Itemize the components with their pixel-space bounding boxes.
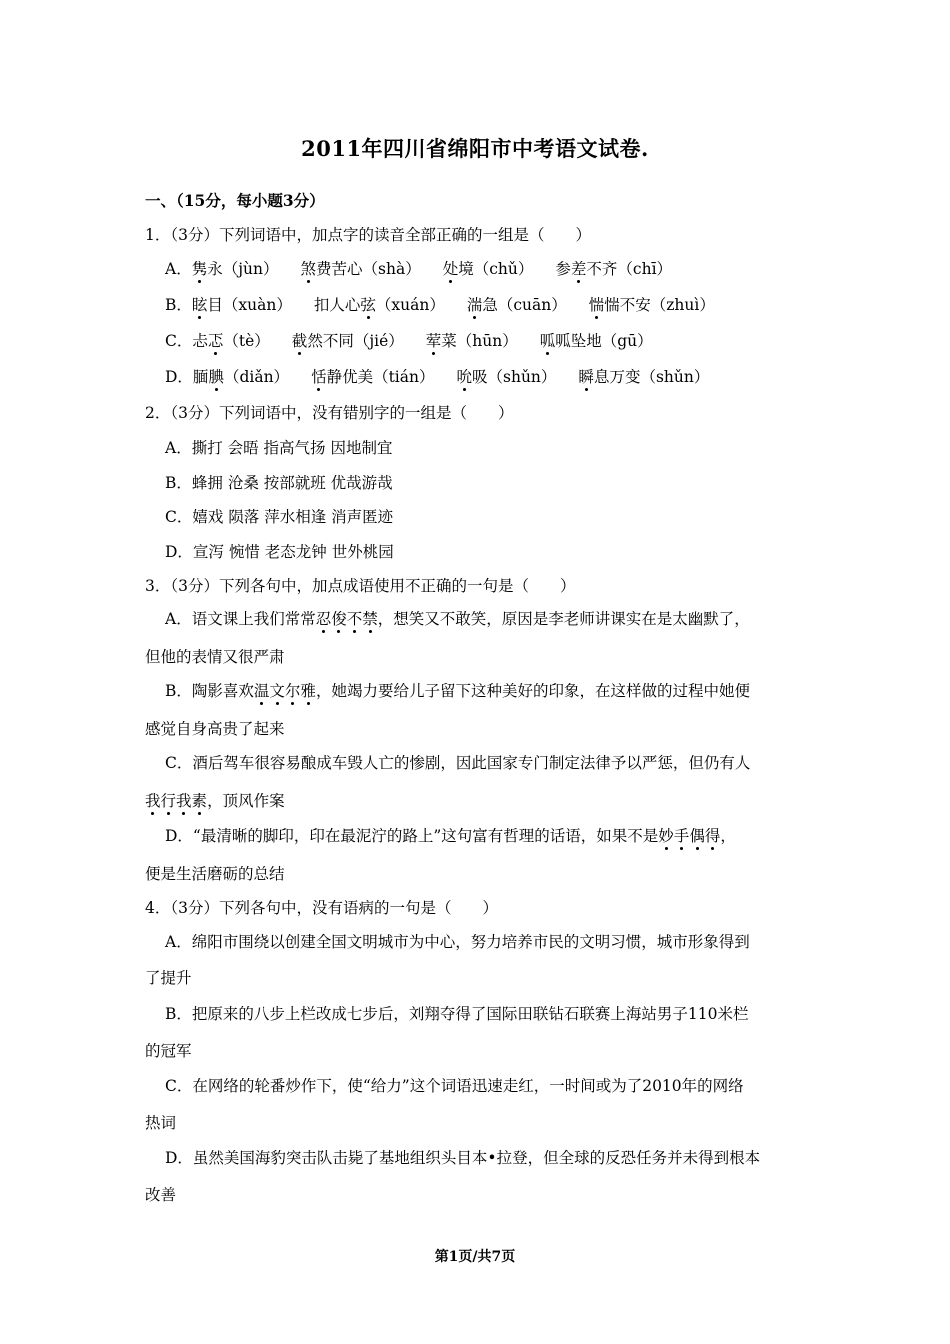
q1-a-item-2: 煞费苦心（shà） bbox=[300, 260, 421, 278]
question-1-option-a bbox=[165, 257, 672, 279]
page-footer: 第1页/共7页 bbox=[434, 1249, 516, 1265]
emphasis-dot-char: 差 bbox=[570, 260, 587, 278]
emphasis-dot-char: 素 bbox=[191, 792, 208, 810]
question-3-option-b-line-1: B．陶影喜欢温文尔雅，她竭力要给儿子留下这种美好的印象，在这样做的过程中她便 bbox=[165, 682, 750, 700]
question-4-option-b-line-2: 的冠军 bbox=[145, 1042, 192, 1060]
q1-b-item-2: 扣人心弦（xuán） bbox=[313, 296, 445, 314]
question-4-stem: 4．（3分）下列各句中，没有语病的一句是（ ） bbox=[145, 899, 498, 917]
emphasis-dot-char: 截 bbox=[291, 332, 308, 350]
emphasis-dot-char: 弦 bbox=[360, 296, 376, 314]
emphasis-dot-char: 行 bbox=[160, 792, 177, 810]
emphasis-dot-char: 我 bbox=[145, 792, 161, 810]
question-4-option-a-line-1: A．绵阳市围绕以创建全国文明城市为中心，努力培养市民的文明习惯，城市形象得到 bbox=[165, 933, 750, 951]
q1-c-item-1: C．忐忑（tè） bbox=[165, 332, 270, 350]
emphasis-dot-char: 妙 bbox=[658, 827, 674, 845]
emphasis-dot-char: 俊 bbox=[331, 610, 347, 628]
emphasis-dot-char: 腆 bbox=[208, 368, 224, 386]
q1-b-item-1: B．眩目（xuàn） bbox=[165, 296, 292, 314]
emphasis-dot-char: 隽 bbox=[191, 260, 208, 278]
q1-a-item-3: 处境（chǔ） bbox=[442, 260, 534, 278]
emphasis-dot-char: 荤 bbox=[425, 332, 442, 350]
emphasis-dot-char: 忑 bbox=[207, 332, 224, 350]
q1-d-item-2: 恬静优美（tián） bbox=[311, 368, 435, 386]
question-4-option-d-line-2: 改善 bbox=[145, 1186, 177, 1204]
emphasis-dot-char: 眩 bbox=[191, 296, 208, 314]
q1-c-item-3: 荤菜（hūn） bbox=[425, 332, 518, 350]
q1-c-item-2: 截然不同（jié） bbox=[291, 332, 404, 350]
emphasis-dot-char: 惴 bbox=[588, 296, 605, 314]
emphasis-dot-char: 处 bbox=[442, 260, 459, 278]
q1-b-item-3: 湍急（cuān） bbox=[466, 296, 567, 314]
question-3-stem: 3．（3分）下列各句中，加点成语使用不正确的一句是（ ） bbox=[145, 577, 576, 595]
question-2-option-a: A．撕打 会晤 指高气扬 因地制宜 bbox=[165, 439, 393, 457]
emphasis-dot-char: 偶 bbox=[689, 827, 705, 845]
question-3-option-d-line-1: D．“最清晰的脚印，印在最泥泞的路上”这句富有哲理的话语，如果不是妙手偶得， bbox=[165, 827, 736, 845]
question-2-stem: 2．（3分）下列词语中，没有错别字的一组是（ ） bbox=[145, 404, 514, 422]
emphasis-dot-char: 尔 bbox=[284, 682, 301, 700]
emphasis-dot-char: 恬 bbox=[311, 368, 327, 386]
emphasis-dot-char: 手 bbox=[673, 827, 690, 845]
emphasis-dot-char: 温 bbox=[253, 682, 270, 700]
question-3-option-a-line-1: A．语文课上我们常常忍俊不禁，想笑又不敢笑，原因是李老师讲课实在是太幽默了， bbox=[165, 610, 750, 628]
question-3-option-b-line-2: 感觉自身高贵了起来 bbox=[145, 720, 285, 738]
question-3-option-d-line-2: 便是生活磨砺的总结 bbox=[145, 865, 285, 883]
emphasis-dot-char: 吮 bbox=[456, 368, 473, 386]
emphasis-dot-char: 呱 bbox=[539, 332, 556, 350]
emphasis-dot-char: 雅 bbox=[300, 682, 316, 700]
question-4-option-b-line-1: B．把原来的八步上栏改成七步后，刘翔夺得了国际田联钻石联赛上海站男子110米栏 bbox=[165, 1005, 749, 1023]
q1-a-item-1: A．隽永（jùn） bbox=[165, 260, 279, 278]
question-3-option-c-line-2: 我行我素，顶风作案 bbox=[145, 792, 285, 810]
q1-d-item-3: 吮吸（shǔn） bbox=[456, 368, 557, 386]
emphasis-dot-char: 不 bbox=[346, 610, 363, 628]
question-4-option-c-line-2: 热词 bbox=[145, 1114, 177, 1132]
q1-a-item-4: 参差不齐（chī） bbox=[555, 260, 673, 278]
emphasis-dot-char: 忍 bbox=[315, 610, 332, 628]
question-4-option-c-line-1: C．在网络的轮番炒作下，使“给力”这个词语迅速走红，一时间或为了2010年的网络 bbox=[165, 1077, 744, 1095]
question-1-option-b bbox=[165, 293, 715, 315]
question-1-option-d bbox=[165, 365, 709, 387]
q1-b-item-4: 惴惴不安（zhuì） bbox=[588, 296, 715, 314]
question-2-option-c: C．嬉戏 陨落 萍水相逢 消声匿迹 bbox=[165, 508, 394, 526]
q1-c-item-4: 呱呱坠地（gū） bbox=[539, 332, 653, 350]
q1-d-item-4: 瞬息万变（shǔn） bbox=[578, 368, 710, 386]
emphasis-dot-char: 湍 bbox=[466, 296, 483, 314]
question-3-option-a-line-2: 但他的表情又很严肃 bbox=[145, 648, 285, 666]
emphasis-dot-char: 煞 bbox=[300, 260, 317, 278]
emphasis-dot-char: 得 bbox=[704, 827, 721, 845]
emphasis-dot-char: 文 bbox=[269, 682, 285, 700]
emphasis-dot-char: 禁 bbox=[362, 610, 378, 628]
emphasis-dot-char: 我 bbox=[176, 792, 192, 810]
q1-d-item-1: D．腼腆（diǎn） bbox=[165, 368, 290, 386]
question-3-option-c-line-1: C．酒后驾车很容易酿成车毁人亡的惨剧，因此国家专门制定法律予以严惩，但仍有人 bbox=[165, 754, 751, 772]
question-1-option-c bbox=[165, 329, 653, 351]
question-4-option-d-line-1: D．虽然美国海豹突击队击毙了基地组织头目本•拉登，但全球的反恐任务并未得到根本 bbox=[165, 1149, 761, 1167]
emphasis-dot-char: 瞬 bbox=[578, 368, 594, 386]
question-2-option-b: B．蜂拥 沧桑 按部就班 优哉游哉 bbox=[165, 474, 393, 492]
question-1-stem: 1．（3分）下列词语中，加点字的读音全部正确的一组是（ ） bbox=[145, 226, 591, 244]
question-4-option-a-line-2: 了提升 bbox=[145, 969, 192, 987]
question-2-option-d: D．宣泻 惋惜 老态龙钟 世外桃园 bbox=[165, 543, 394, 561]
page-title: 2011年四川省绵阳市中考语文试卷. bbox=[301, 136, 649, 161]
section-heading: 一、（15分，每小题3分） bbox=[145, 191, 325, 210]
